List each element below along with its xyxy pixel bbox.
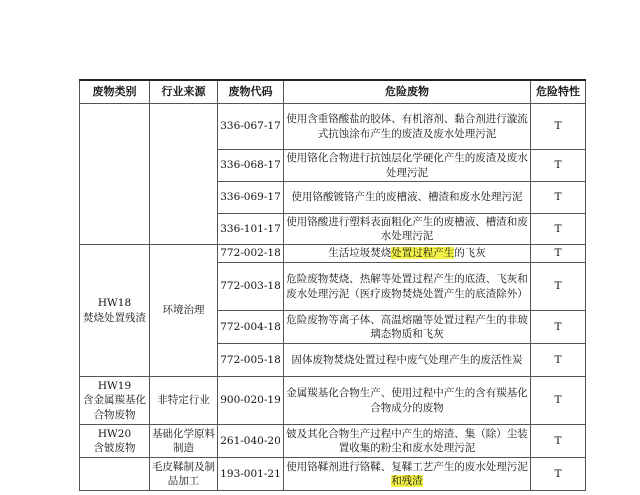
waste-code: 900-020-19: [218, 377, 284, 425]
risk-characteristic: T: [531, 344, 586, 377]
source-cell-hw17: [150, 104, 218, 245]
risk-characteristic: T: [531, 245, 586, 263]
waste-description: 固体废物焚烧处置过程中废气处理产生的废活性炭: [284, 344, 531, 377]
waste-code: 336-067-17: [218, 104, 284, 150]
header-row: [80, 80, 586, 104]
source-cell-hw21: 毛皮鞣制及制品加工: [150, 458, 218, 491]
waste-description: 危险废物焚烧、热解等处置过程产生的底渣、飞灰和废水处理污泥（医疗废物焚烧处置产生的底渣除外）: [284, 263, 531, 311]
waste-code: 336-068-17: [218, 150, 284, 182]
waste-code: 772-003-18: [218, 263, 284, 311]
waste-description: 危险废物等离子体、高温熔融等处置过程产生的非玻璃态物质和飞灰: [284, 311, 531, 344]
waste-description: 铍及其化合物生产过程中产生的熔渣、集（除）尘装置收集的粉尘和废水处理污泥: [284, 425, 531, 458]
waste-description: 金属羰基化合物生产、使用过程中产生的含有羰基化合物成分的废物: [284, 377, 531, 425]
category-cell-hw19: HW19 含金属羰基化合物废物: [80, 377, 150, 425]
waste-description: 使用铬酸进行塑料表面粗化产生的废槽液、槽渣和废水处理污泥: [284, 214, 531, 245]
waste-code: 336-069-17: [218, 182, 284, 214]
category-cell-hw21: [80, 458, 150, 491]
waste-description: [284, 458, 531, 491]
waste-description: 使用铬酸镀铬产生的废槽液、槽渣和废水处理污泥: [284, 182, 531, 214]
waste-description: [284, 245, 531, 263]
risk-characteristic: T: [531, 311, 586, 344]
risk-characteristic: T: [531, 263, 586, 311]
hazardous-waste-table: [79, 79, 586, 491]
risk-characteristic: T: [531, 150, 586, 182]
waste-description: 使用铬化合物进行抗蚀层化学硬化产生的废渣及废水处理污泥: [284, 150, 531, 182]
desc-text: 使用铬鞣剂进行铬鞣、复鞣工艺产生的废水处理污泥: [286, 460, 528, 473]
source-cell-hw20: 基础化学原料制造: [150, 425, 218, 458]
waste-code: 772-002-18: [218, 245, 284, 263]
highlighted-text: 和残渣: [391, 475, 423, 487]
table-row: [80, 458, 586, 491]
category-cell-hw20: HW20 含铍废物: [80, 425, 150, 458]
header-category: 废物类别: [80, 80, 150, 104]
table-row: [80, 425, 586, 458]
header-source: 行业来源: [150, 80, 218, 104]
risk-characteristic: T: [531, 214, 586, 245]
risk-characteristic: T: [531, 377, 586, 425]
waste-code: 193-001-21: [218, 458, 284, 491]
risk-characteristic: T: [531, 425, 586, 458]
source-cell-hw18: 环境治理: [150, 245, 218, 377]
desc-text: 生活垃圾焚烧: [328, 247, 392, 260]
waste-code: 261-040-20: [218, 425, 284, 458]
category-cell-hw18: HW18 焚烧处置残渣: [80, 245, 150, 377]
header-waste: 危险废物: [284, 80, 531, 104]
waste-code: 772-005-18: [218, 344, 284, 377]
highlighted-text: 处置过程产生: [391, 247, 455, 260]
table-row: [80, 245, 586, 263]
waste-code: 336-101-17: [218, 214, 284, 245]
table-row: [80, 377, 586, 425]
risk-characteristic: T: [531, 182, 586, 214]
risk-characteristic: T: [531, 104, 586, 150]
risk-characteristic: T: [531, 458, 586, 491]
waste-code: 772-004-18: [218, 311, 284, 344]
waste-description: 使用含重铬酸盐的胶体、有机溶剂、黏合剂进行漩流式抗蚀涂布产生的废渣及废水处理污泥: [284, 104, 531, 150]
source-cell-hw19: 非特定行业: [150, 377, 218, 425]
desc-text: 的飞灰: [454, 247, 486, 260]
header-risk: 危险特性: [531, 80, 586, 104]
table-row: [80, 104, 586, 150]
category-cell-hw17: [80, 104, 150, 245]
header-code: 废物代码: [218, 80, 284, 104]
